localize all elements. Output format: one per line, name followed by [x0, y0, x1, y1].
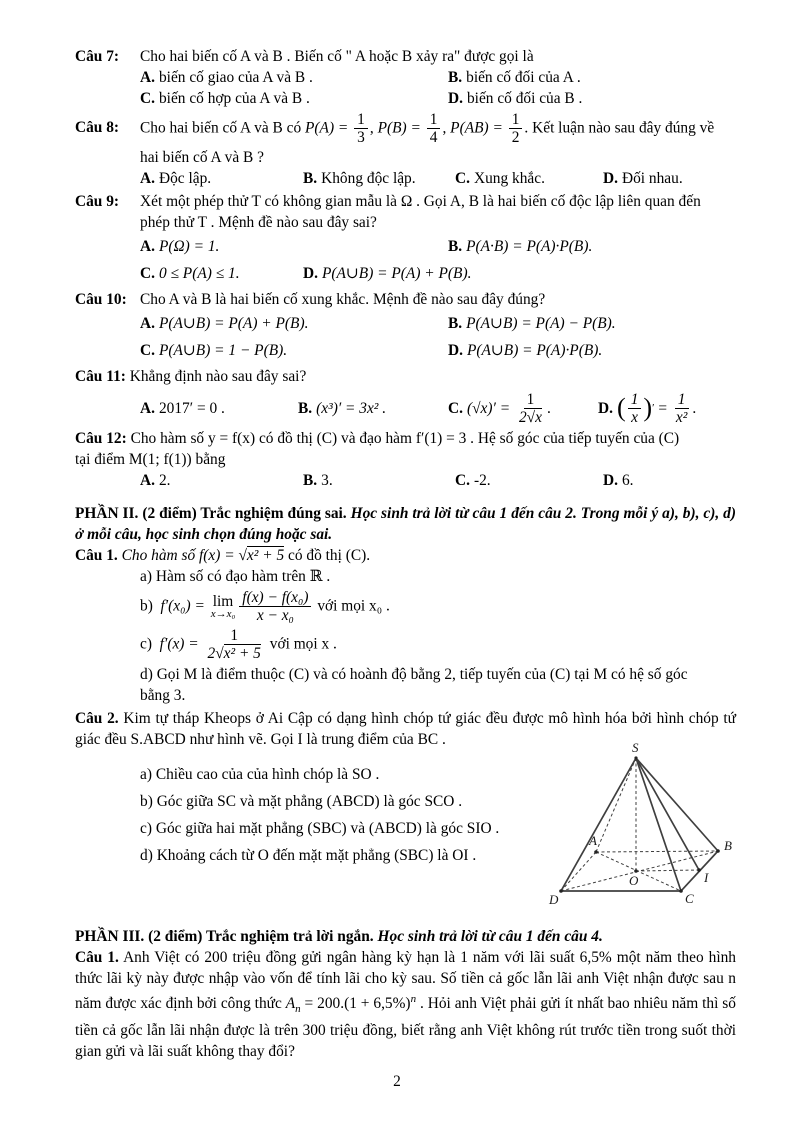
option-b-label: B.	[303, 169, 318, 187]
question-8-options	[140, 168, 736, 189]
option-d-label: D.	[603, 472, 618, 489]
option-a-text: P(Ω) = 1.	[158, 237, 220, 255]
q8-formula-3-lhs: P(AB) =	[450, 119, 503, 137]
question-10-label: Câu 10:	[75, 290, 127, 308]
question-11-stem	[75, 366, 736, 387]
option-d	[603, 168, 736, 189]
question-9-line2: phép thử T . Mệnh đề nào sau đây sai?	[140, 213, 377, 231]
q8-fraction-1	[352, 111, 370, 147]
option-c	[455, 168, 603, 189]
option-c-fraction	[514, 391, 547, 427]
edge-SB	[636, 758, 718, 851]
lim-symbol: lim	[212, 592, 234, 610]
p3q1-text-post: . Hỏi anh Việt phải gửi ít nhất bao nhiêu năm thì số tiền cả gốc lẫn lãi nhận được là trên 300 triệu đồng, biết rằng anh Việt không rút trước tiền trong suốt thời gian gửi và lãi suất không thay đổi?	[75, 995, 736, 1061]
q8-frac1-den: 3	[357, 129, 365, 147]
question-9-stem	[75, 191, 736, 212]
q8-fraction-2	[425, 111, 443, 147]
part2-question-1	[75, 545, 736, 706]
question-12-line1	[75, 428, 736, 449]
option-d	[603, 470, 736, 491]
option-b-label: B.	[448, 314, 463, 332]
option-a-label: A.	[140, 169, 155, 187]
option-c-label: C.	[455, 472, 470, 489]
p2q1-c-fraction	[203, 627, 266, 663]
option-c	[140, 88, 448, 109]
option-d-label: D.	[448, 341, 463, 359]
option-a	[140, 233, 448, 260]
option-a	[140, 168, 303, 189]
question-12-options	[140, 470, 736, 491]
vertex-B-dot	[716, 849, 720, 853]
page-number: 2	[393, 1073, 401, 1090]
option-c-label: C.	[455, 169, 470, 187]
question-7-stem	[75, 46, 736, 67]
p2q1-d-label: d)	[140, 666, 153, 683]
option-d-text: P(A∪B) = P(A)·P(B).	[466, 341, 603, 359]
p2q1-b-den: x − x₀	[256, 607, 294, 625]
option-b	[303, 470, 455, 491]
option-b-label: B.	[298, 399, 313, 417]
p2q1-a-label: a)	[140, 568, 152, 585]
q8-frac2-den: 4	[429, 129, 438, 147]
edge-AB	[596, 851, 718, 852]
p2q1-label: Câu 1.	[75, 547, 118, 564]
p2q1-item-c	[140, 627, 736, 663]
option-b-label: B.	[448, 69, 463, 86]
option-d-fraction-1	[626, 391, 644, 427]
p2q1-intro-post: có đồ thị (C).	[284, 547, 371, 564]
p2q2-text: Kim tự tháp Kheops ở Ai Cập có dạng hình chóp tứ giác đều được mô hình hóa bởi hình chóp tứ giác đều S.ABCD như hình vẽ. Gọi I là trung điểm của BC .	[75, 710, 736, 748]
option-c-frac-num: 1	[524, 391, 538, 409]
option-d-label: D.	[603, 169, 618, 187]
option-a	[140, 470, 303, 491]
question-12	[75, 428, 736, 491]
option-c-lhs: (√x)′ =	[466, 399, 511, 417]
edge-SD	[561, 758, 636, 891]
option-c-text: 0 ≤ P(A) ≤ 1.	[158, 264, 240, 282]
p2q1-c-den-root	[208, 644, 261, 662]
option-c-frac-den	[516, 409, 545, 426]
part3-question-1	[75, 947, 736, 1062]
p3q1-label: Câu 1.	[75, 949, 119, 966]
question-8-label: Câu 8:	[75, 119, 120, 137]
p2q1-sqrt-content: x² + 5	[246, 547, 285, 564]
p3q1-formula-sub: n	[295, 1003, 301, 1016]
question-8-post: . Kết luận nào sau đây đúng về	[524, 119, 715, 137]
p2q1-b-num: f(x) − f(x₀)	[239, 589, 311, 607]
question-9	[75, 191, 736, 287]
option-d-text: biến cố đối của B .	[466, 90, 583, 107]
question-8-stem	[75, 111, 736, 147]
option-c-text: P(A∪B) = 1 − P(B).	[158, 341, 288, 359]
p2q2-label: Câu 2.	[75, 710, 119, 727]
q8-frac3-den: 2	[511, 129, 520, 147]
label-A: A	[589, 833, 597, 848]
part2-header-italic: Học sinh trả lời từ câu 1 đến câu 2. Trong mỗi ý a), b), c), d) ở mỗi câu, học sinh chọn đúng hoặc sai.	[75, 505, 736, 543]
option-b-text: P(A·B) = P(A)·P(B).	[466, 237, 593, 255]
part2-header	[75, 503, 736, 545]
option-d-prime: ′	[652, 401, 655, 414]
p2q1-item-d	[140, 664, 736, 685]
option-c-label: C.	[140, 341, 155, 359]
label-B: B	[724, 838, 732, 853]
p2q1-c-num: 1	[227, 627, 241, 645]
point-I-dot	[697, 868, 701, 872]
vertex-S-dot	[634, 756, 637, 759]
option-d-frac2-num: 1	[675, 391, 689, 409]
question-10	[75, 289, 736, 364]
option-c-text: biến cố hợp của A và B .	[158, 90, 310, 107]
p2q2-b-label: b)	[140, 793, 153, 810]
p2q1-c-label: c)	[140, 634, 152, 652]
p3q1-formula-base: A	[285, 995, 296, 1013]
option-c-den-pre: 2√	[518, 408, 536, 426]
q8-frac1-num: 1	[354, 111, 368, 129]
option-d-end: .	[692, 399, 697, 417]
p2q1-c-lhs: f′(x) =	[159, 634, 199, 652]
option-d-fraction-2	[671, 391, 692, 427]
part3-header	[75, 926, 736, 947]
question-12-line2: tại điểm M(1; f(1)) bằng	[75, 451, 226, 468]
option-a-text: P(A∪B) = P(A) + P(B).	[158, 314, 309, 332]
label-C: C	[685, 891, 694, 906]
option-c	[448, 391, 598, 427]
p2q1-item-d-line2: bằng 3.	[140, 687, 186, 704]
option-a-text: 2.	[158, 472, 171, 489]
p2q1-b-post: với mọi x₀ .	[317, 597, 390, 615]
p2q1-fx: Cho hàm số f(x) =	[121, 547, 235, 564]
option-d-text: Đối nhau.	[621, 169, 683, 187]
option-a-text: 2017′ = 0 .	[158, 399, 225, 417]
option-c-end: .	[546, 399, 551, 417]
p2q1-c-den-rad: x² + 5	[223, 644, 261, 662]
p2q1-b-fraction	[237, 589, 313, 625]
label-S: S	[632, 740, 639, 755]
pyramid-figure	[548, 740, 748, 916]
p2q2-c-text: Góc giữa hai mặt phẳng (SBC) và (ABCD) là góc SIO .	[155, 820, 500, 837]
question-11-text: Khẳng định nào sau đây sai?	[129, 367, 307, 385]
question-7-label: Câu 7:	[75, 48, 120, 65]
option-b-label: B.	[303, 472, 318, 489]
option-a-label: A.	[140, 399, 155, 417]
option-b-text: 3.	[321, 472, 333, 489]
option-c-label: C.	[448, 399, 463, 417]
question-12-label: Câu 12:	[75, 430, 127, 447]
p2q2-c-label: c)	[140, 820, 152, 837]
p2q1-b-lim	[211, 594, 236, 620]
option-d-label: D.	[448, 90, 463, 107]
question-10-options	[140, 310, 736, 364]
part2-question-2-body	[75, 740, 736, 920]
label-I: I	[704, 870, 709, 885]
lim-subscript: x→x₀	[210, 607, 236, 620]
q8-sep2: ,	[442, 119, 447, 137]
option-a-label: A.	[140, 472, 155, 489]
p2q1-a-text: Hàm số có đạo hàm trên ℝ .	[155, 568, 331, 585]
option-d-label: D.	[598, 399, 613, 417]
option-b	[448, 233, 736, 260]
question-8-pre: Cho hai biến cố A và B có	[140, 119, 302, 137]
question-8	[75, 111, 736, 189]
question-7	[75, 46, 736, 109]
question-9-options-row2	[140, 260, 736, 287]
option-b-text: Không độc lập.	[321, 169, 416, 187]
part3-header-bold: PHẦN III. (2 điểm) Trắc nghiệm trả lời ngắn.	[75, 928, 374, 945]
option-c-text: -2.	[473, 472, 491, 489]
p2q2-d-label: d)	[140, 847, 153, 864]
option-b	[448, 67, 736, 88]
question-12-text: Cho hàm số y = f(x) có đồ thị (C) và đạo hàm f′(1) = 3 . Hệ số góc của tiếp tuyến của (C)	[130, 430, 680, 447]
p2q2-item-a	[140, 764, 555, 785]
p3q1-text-pre: Anh Việt có 200 triệu đồng gửi ngân hàng kỳ hạn là 1 năm với lãi suất 6,5% một năm theo hình thức lãi kỳ này được nhập vào vốn để tính lãi cho kỳ sau. Số tiền cả gốc lẫn lãi anh Việt nhận được sau n năm được xác định bởi công thức	[75, 949, 737, 1013]
option-b-text: P(A∪B) = P(A) − P(B).	[466, 314, 616, 332]
diagonal-DB	[561, 851, 718, 891]
q8-formula-2-lhs: P(B) =	[377, 119, 421, 137]
p2q2-a-text: Chiều cao của của hình chóp là SO .	[155, 766, 380, 783]
option-d-text: 6.	[621, 472, 634, 489]
option-c-text: Xung khắc.	[473, 169, 545, 187]
question-11	[75, 366, 736, 427]
question-8-line2: hai biến cố A và B ?	[140, 148, 264, 166]
option-c	[140, 260, 303, 287]
option-c-den-root	[519, 408, 542, 426]
question-10-stem	[75, 289, 736, 310]
question-7-text: Cho hai biến cố A và B . Biến cố " A hoặc B xảy ra" được gọi là	[140, 48, 534, 65]
option-d	[598, 391, 736, 427]
option-a-label: A.	[140, 314, 155, 332]
edge-AD	[561, 852, 596, 891]
label-O: O	[629, 873, 639, 888]
option-d-frac1-num: 1	[628, 391, 642, 409]
q8-fraction-3	[507, 111, 525, 147]
option-d	[448, 337, 736, 364]
p3q1-formula-mid: = 200.(1 + 6,5%)	[300, 995, 411, 1013]
p2q1-sqrt: √x² + 5	[238, 547, 285, 564]
p2q2-item-d	[140, 845, 555, 866]
p2q1-item-a	[140, 566, 736, 587]
option-d-text: P(A∪B) = P(A) + P(B).	[321, 264, 472, 282]
q8-sep1: ,	[369, 119, 374, 137]
label-D: D	[549, 892, 559, 907]
option-a-text: Độc lập.	[158, 169, 212, 187]
p2q1-d-text: Gọi M là điểm thuộc (C) và có hoành độ bằng 2, tiếp tuyến của (C) tại M có hệ số góc	[156, 666, 688, 683]
p2q1-b-lhs: f′(x₀) =	[160, 597, 205, 615]
option-b	[298, 391, 448, 427]
q8-formula-1-lhs: P(A) =	[305, 119, 349, 137]
p2q2-b-text: Góc giữa SC và mặt phẳng (ABCD) là góc SCO .	[156, 793, 463, 810]
option-c-label: C.	[140, 264, 155, 282]
part2-header-bold: PHẦN II. (2 điểm) Trắc nghiệm đúng sai.	[75, 505, 347, 522]
segment-OI	[636, 870, 699, 871]
q8-frac2-num: 1	[427, 111, 441, 129]
p2q1-intro	[75, 545, 736, 566]
p2q2-items	[75, 752, 555, 866]
question-11-options	[140, 391, 736, 427]
option-a	[140, 310, 448, 337]
question-7-options	[140, 67, 736, 109]
option-b-text: (x³)′ = 3x² .	[316, 399, 387, 417]
question-9-options-row1	[140, 233, 736, 260]
p2q1-c-den	[205, 645, 264, 662]
option-d	[303, 260, 736, 287]
option-d-close-paren: )	[643, 393, 653, 423]
option-a	[140, 67, 448, 88]
p2q2-d-text: Khoảng cách từ O đến mặt mặt phẳng (SBC) là OI .	[156, 847, 477, 864]
option-d	[448, 88, 736, 109]
option-c	[455, 470, 603, 491]
p2q1-b-label: b)	[140, 597, 153, 615]
p3q1-formula-sup: n	[410, 993, 417, 1005]
option-c	[140, 337, 448, 364]
option-a-label: A.	[140, 237, 155, 255]
option-b-text: biến cố đối của A .	[466, 69, 581, 86]
question-11-label: Câu 11:	[75, 367, 126, 385]
part3-header-italic: Học sinh trả lời từ câu 1 đến câu 4.	[377, 928, 603, 945]
option-c-den-rad: x	[535, 408, 542, 426]
p2q2-a-label: a)	[140, 766, 152, 783]
p2q2-item-b	[140, 791, 555, 812]
option-d-frac1-den: x	[631, 408, 638, 426]
p2q1-c-post: với mọi x .	[269, 634, 337, 652]
vertex-D-dot	[559, 889, 563, 893]
p2q1-c-den-pre: 2√	[207, 644, 224, 662]
option-b	[448, 310, 736, 337]
option-d-open-paren: (	[616, 393, 626, 423]
vertex-C-dot	[679, 889, 683, 893]
option-d-label: D.	[303, 264, 318, 282]
p2q2-item-c	[140, 818, 555, 839]
option-d-equals: =	[658, 399, 668, 417]
option-a-label: A.	[140, 69, 155, 86]
option-a	[140, 391, 298, 427]
edge-SA	[596, 758, 636, 852]
option-a-text: biến cố giao của A và B .	[158, 69, 313, 86]
q8-frac3-num: 1	[509, 111, 523, 129]
option-c-label: C.	[140, 90, 155, 107]
question-9-line1: Xét một phép thử T có không gian mẫu là Ω . Gọi A, B là hai biến cố độc lập liên quan đến	[140, 192, 701, 210]
option-d-frac2-den: x²	[675, 408, 688, 426]
p2q1-item-b	[140, 589, 736, 625]
option-b-label: B.	[448, 237, 463, 255]
option-b	[303, 168, 455, 189]
vertex-A-dot	[594, 850, 598, 854]
question-9-label: Câu 9:	[75, 192, 120, 210]
question-10-text: Cho A và B là hai biến cố xung khắc. Mệnh đề nào sau đây đúng?	[140, 290, 546, 308]
